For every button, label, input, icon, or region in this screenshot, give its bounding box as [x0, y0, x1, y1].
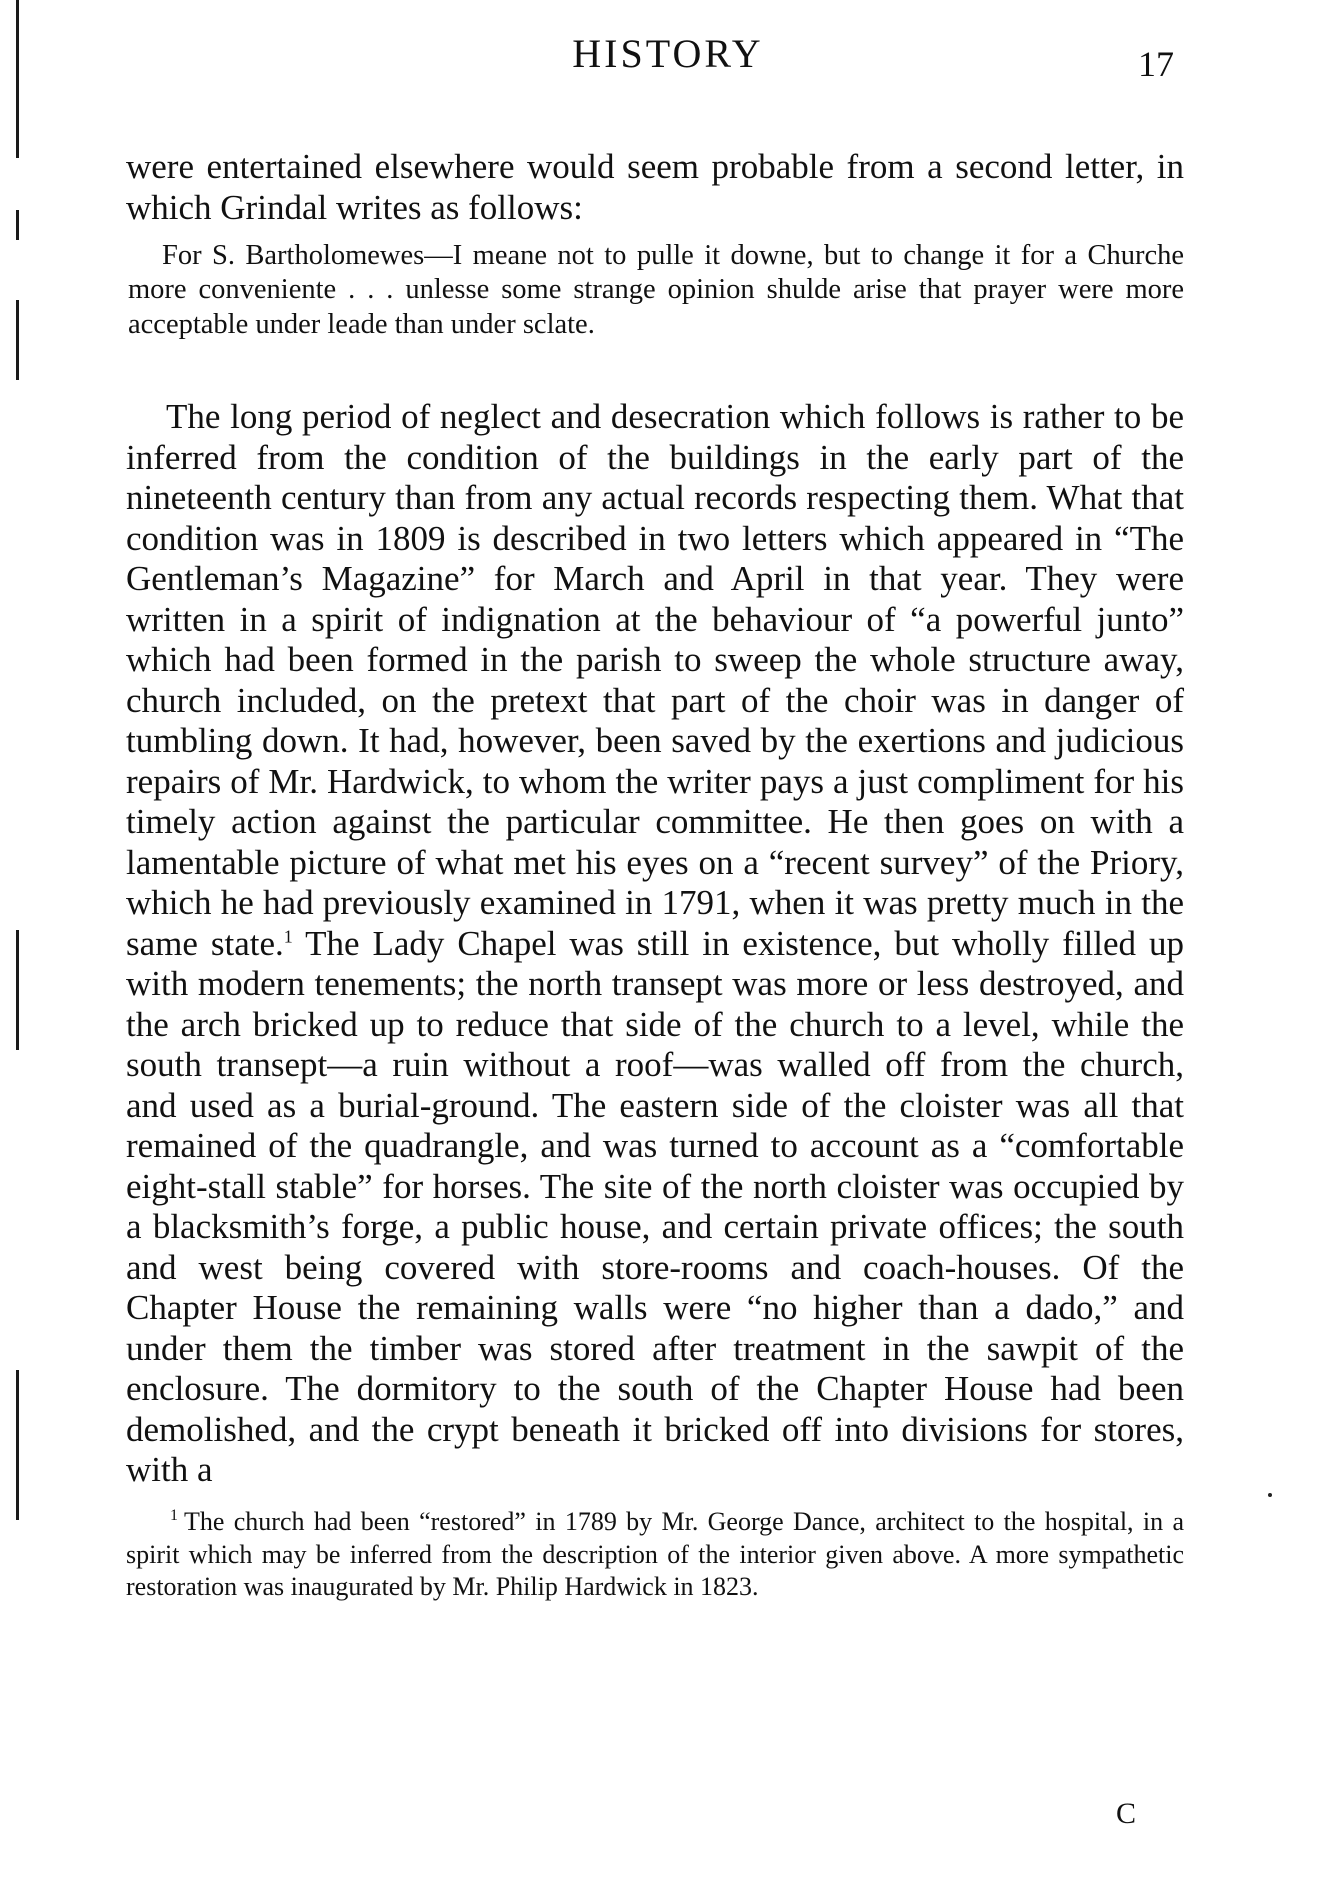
block-quotation: For S. Bartholomewes—I meane not to pulle it downe, but to change it for a Churche more conveniente . . . unlesse some strange opinion shulde arise that prayer were more acceptable under leade than under sclate. — [128, 239, 1184, 340]
binding-edge-line — [16, 0, 19, 158]
binding-edge-line — [16, 930, 19, 1050]
print-speck — [1268, 1493, 1272, 1497]
body-paragraph — [126, 397, 1184, 1491]
body-text-after-note: The Lady Chapel was still in existence, but wholly filled up with modern tenements; the north transept was more or less destroyed, and the arch bricked up to reduce that side of the church to a level, while the south transept—a ruin without a roof—was walled off from the church, and used as a burial-ground. The eastern side of the cloister was all that remained of the quadrangle, and was turned to account as a “comfortable eight-stall stable” for horses. The site of the north cloister was occupied by a blacksmith’s forge, a public house, and certain private offices; the south and west being covered with store-rooms and coach-houses. Of the Chapter House the remaining walls were “no higher than a dado,” and under them the timber was stored after treatment in the sawpit of the enclosure. The dormitory to the south of the Chapter House had been demolished, and the crypt beneath it bricked off into divisions for stores, with a — [126, 923, 1184, 1489]
footnote — [126, 1506, 1184, 1604]
page-number: 17 — [1138, 44, 1174, 84]
footnote-text: The church had been “restored” in 1789 by Mr. George Dance, architect to the hospital, in a spirit which may be inferred from the description of the interior given above. A more sympathetic restoration was inaugurated by Mr. Philip Hardwick in 1823. — [126, 1507, 1184, 1601]
footnote-marker: 1 — [283, 925, 293, 946]
footnote-number: 1 — [170, 1507, 178, 1525]
binding-edge-line — [16, 300, 19, 380]
body-text-before-note: The long period of neglect and desecration which follows is rather to be inferred from the condition of the buildings in the early part of the nineteenth century than from any actual records respecting them. What that condition was in 1809 is described in two letters which appeared in “The Gentleman’s Magazine” for March and April in that year. They were written in a spirit of indignation at the behaviour of “a powerful junto” which had been formed in the parish to sweep the whole structure away, church included, on the pretext that part of the choir was in danger of tumbling down. It had, however, been saved by the exertions and judicious repairs of Mr. Hardwick, to whom the writer pays a just compliment for his timely action against the particular committee. He then goes on with a lamentable picture of what met his eyes on a “recent survey” of the Priory, which he had previously examined in 1791, when it was pretty much in the same state. — [126, 397, 1184, 963]
lead-paragraph: were entertained elsewhere would seem probable from a second letter, in which Grindal writes as follows: — [126, 147, 1184, 227]
binding-edge-line — [16, 1370, 19, 1520]
binding-edge-line — [16, 210, 19, 240]
running-header: HISTORY — [572, 31, 764, 76]
signature-mark: C — [1115, 1797, 1136, 1830]
